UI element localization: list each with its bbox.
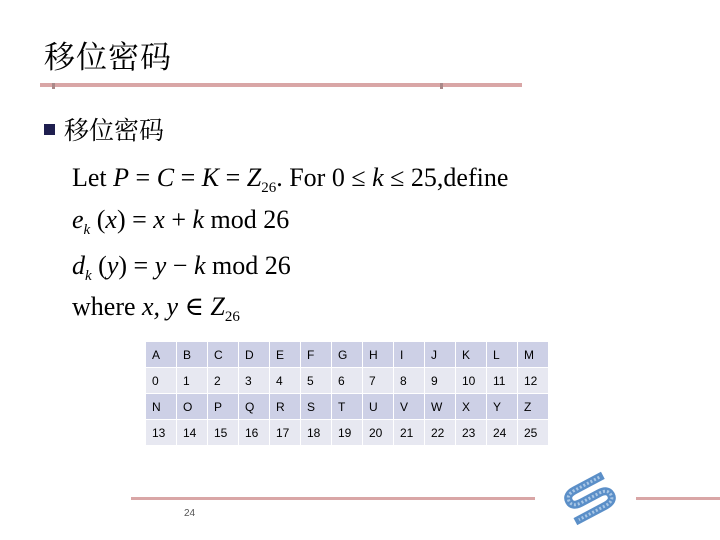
math-var: d bbox=[72, 251, 85, 280]
math-var: y bbox=[154, 251, 167, 280]
table-cell: N bbox=[146, 394, 176, 419]
table-cell: U bbox=[363, 394, 393, 419]
table-cell: 24 bbox=[487, 420, 517, 445]
table-cell: 3 bbox=[239, 368, 269, 393]
math-text: ) = bbox=[118, 251, 155, 280]
table-row bbox=[146, 420, 548, 445]
math-subscript: k bbox=[85, 268, 92, 284]
table-cell: A bbox=[146, 342, 176, 367]
table-cell: V bbox=[394, 394, 424, 419]
table-cell: B bbox=[177, 342, 207, 367]
bullet-item bbox=[44, 112, 164, 146]
footer-divider bbox=[131, 497, 535, 500]
math-var: C bbox=[156, 163, 175, 192]
table-cell: 14 bbox=[177, 420, 207, 445]
table-cell: 25 bbox=[518, 420, 548, 445]
table-row bbox=[146, 368, 548, 393]
page-number: 24 bbox=[184, 508, 196, 519]
table-cell: D bbox=[239, 342, 269, 367]
table-cell: I bbox=[394, 342, 424, 367]
encryption-formula bbox=[72, 205, 289, 239]
math-var: x bbox=[153, 205, 165, 234]
table-cell: L bbox=[487, 342, 517, 367]
math-var: Z bbox=[210, 292, 225, 321]
square-bullet-icon bbox=[44, 124, 55, 135]
bullet-text: 移位密码 bbox=[64, 116, 165, 145]
table-cell: 7 bbox=[363, 368, 393, 393]
table-cell: 18 bbox=[301, 420, 331, 445]
math-subscript: 26 bbox=[224, 309, 240, 325]
math-text: ( bbox=[90, 205, 106, 234]
table-row bbox=[146, 342, 548, 367]
table-row bbox=[146, 394, 548, 419]
table-cell: 9 bbox=[425, 368, 455, 393]
table-cell: Y bbox=[487, 394, 517, 419]
math-var: x, y bbox=[142, 292, 179, 321]
table-cell: 21 bbox=[394, 420, 424, 445]
math-text: ≤ 25,define bbox=[383, 163, 509, 192]
decryption-formula bbox=[72, 251, 291, 285]
footer-divider bbox=[636, 497, 720, 500]
math-var: Z bbox=[246, 163, 262, 192]
definition-line bbox=[72, 163, 508, 197]
title-divider bbox=[40, 83, 522, 87]
math-text: = bbox=[174, 163, 202, 192]
divider-tick bbox=[52, 83, 55, 89]
table-cell: 17 bbox=[270, 420, 300, 445]
table-cell: 2 bbox=[208, 368, 238, 393]
table-cell: 20 bbox=[363, 420, 393, 445]
table-cell: C bbox=[208, 342, 238, 367]
math-text: mod 26 bbox=[204, 205, 290, 234]
table-cell: J bbox=[425, 342, 455, 367]
math-var: x bbox=[105, 205, 117, 234]
math-text: ∈ bbox=[178, 292, 211, 321]
table-cell: 13 bbox=[146, 420, 176, 445]
math-text: . For 0 ≤ bbox=[276, 163, 373, 192]
math-var: k bbox=[372, 163, 384, 192]
table-cell: K bbox=[456, 342, 486, 367]
table-cell: W bbox=[425, 394, 455, 419]
table-cell: 10 bbox=[456, 368, 486, 393]
math-var: y bbox=[106, 251, 119, 280]
table-cell: Q bbox=[239, 394, 269, 419]
table-cell: 12 bbox=[518, 368, 548, 393]
table-cell: 5 bbox=[301, 368, 331, 393]
s-logo-icon bbox=[552, 470, 628, 526]
table-cell: 23 bbox=[456, 420, 486, 445]
table-cell: T bbox=[332, 394, 362, 419]
math-var: k bbox=[192, 205, 205, 234]
table-cell: O bbox=[177, 394, 207, 419]
table-cell: 6 bbox=[332, 368, 362, 393]
table-cell: P bbox=[208, 394, 238, 419]
table-cell: G bbox=[332, 342, 362, 367]
math-var: k bbox=[193, 251, 206, 280]
table-cell: E bbox=[270, 342, 300, 367]
table-cell: F bbox=[301, 342, 331, 367]
table-cell: H bbox=[363, 342, 393, 367]
math-subscript: k bbox=[83, 222, 91, 238]
table-cell: 11 bbox=[487, 368, 517, 393]
table-cell: 8 bbox=[394, 368, 424, 393]
table-cell: 16 bbox=[239, 420, 269, 445]
table-cell: S bbox=[301, 394, 331, 419]
table-cell: 19 bbox=[332, 420, 362, 445]
math-text: + bbox=[164, 205, 193, 234]
table-cell: R bbox=[270, 394, 300, 419]
table-cell: 0 bbox=[146, 368, 176, 393]
math-text: Let bbox=[72, 163, 114, 192]
domain-line bbox=[72, 292, 240, 326]
table-cell: 15 bbox=[208, 420, 238, 445]
table-cell: X bbox=[456, 394, 486, 419]
slide-title: 移位密码 bbox=[44, 40, 172, 76]
table-cell: 22 bbox=[425, 420, 455, 445]
alphabet-mapping-table bbox=[145, 341, 549, 446]
math-text: ( bbox=[91, 251, 107, 280]
math-text: = bbox=[129, 163, 157, 192]
math-text: where bbox=[72, 292, 143, 321]
math-var: K bbox=[201, 163, 220, 192]
math-var: e bbox=[72, 205, 84, 234]
table-cell: 4 bbox=[270, 368, 300, 393]
math-var: P bbox=[113, 163, 130, 192]
table-cell: 1 bbox=[177, 368, 207, 393]
math-text: ) = bbox=[116, 205, 154, 234]
table-cell: Z bbox=[518, 394, 548, 419]
math-text: = bbox=[219, 163, 247, 192]
math-text: − bbox=[166, 251, 194, 280]
divider-tick bbox=[440, 83, 443, 89]
math-text: mod 26 bbox=[205, 251, 291, 280]
math-subscript: 26 bbox=[261, 180, 277, 196]
table-cell: M bbox=[518, 342, 548, 367]
